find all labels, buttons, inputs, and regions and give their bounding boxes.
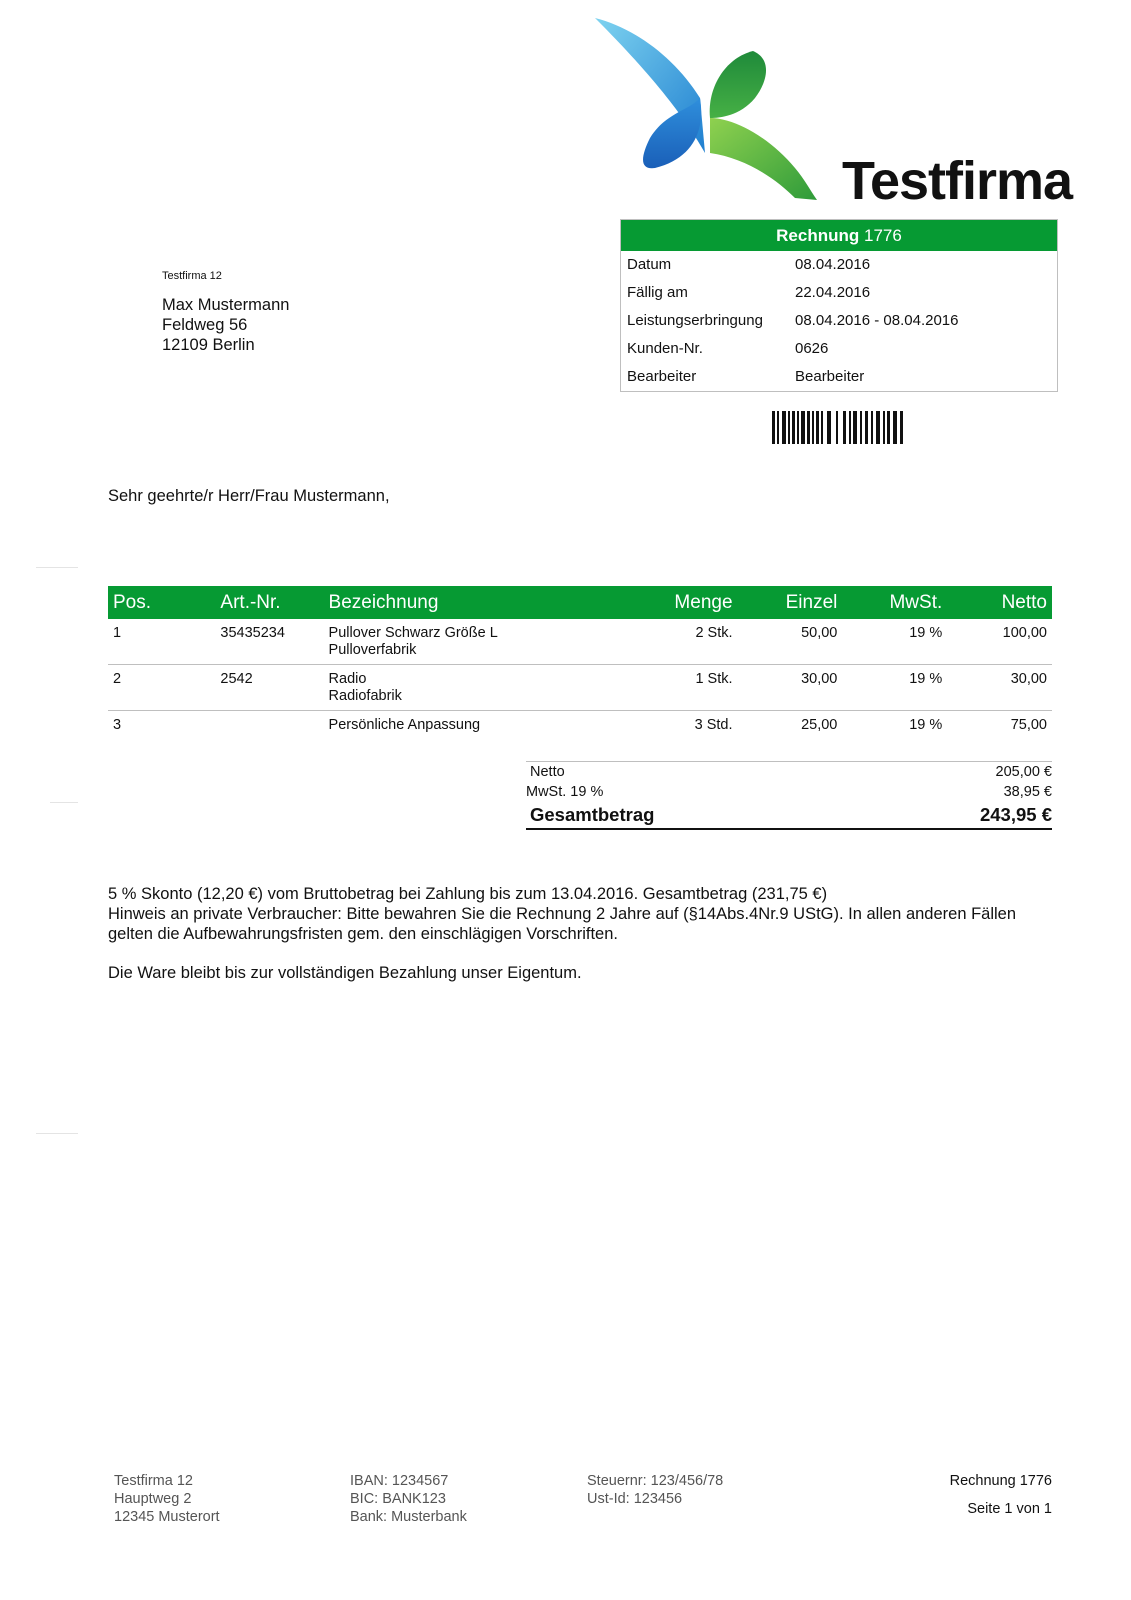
footer-tax-number: Steuernr: 123/456/78 <box>587 1473 724 1489</box>
table-row <box>108 711 1052 740</box>
items-table <box>108 586 1052 739</box>
cell-pos: 2 <box>108 665 215 711</box>
col-header-bezeichnung: Bezeichnung <box>324 586 629 619</box>
table-row <box>108 619 1052 665</box>
footer-bank-name: Bank: Musterbank <box>350 1509 467 1525</box>
footer-invoice-ref <box>950 1472 1052 1518</box>
invoice-info-row <box>621 307 1057 335</box>
item-manufacturer: Radiofabrik <box>328 688 402 704</box>
invoice-number: 1776 <box>864 226 902 245</box>
skonto-note: 5 % Skonto (12,20 €) vom Bruttobetrag bei Zahlung bis zum 13.04.2016. Gesamtbetrag (231,75 €) <box>108 885 828 903</box>
items-header-row <box>108 586 1052 619</box>
cell-bezeichnung <box>324 665 629 711</box>
storage-note: Hinweis an private Verbraucher: Bitte bewahren Sie die Rechnung 2 Jahre auf (§14Abs.4Nr.9 UStG). In allen anderen Fällen gelten die Aufbewahrungsfristen gem. den einschlägigen Vorschriften. <box>108 905 1017 943</box>
sender-return-line: Testfirma 12 <box>162 270 222 282</box>
info-label: Fällig am <box>627 284 688 301</box>
totals-netto-row <box>526 762 1052 782</box>
invoice-title-label: Rechnung <box>776 226 860 245</box>
footer-company-name: Testfirma 12 <box>114 1473 193 1489</box>
totals-grand-value: 243,95 € <box>979 804 1052 825</box>
totals-netto-value: 205,00 € <box>995 764 1052 780</box>
info-label: Bearbeiter <box>627 368 697 385</box>
cell-mwst: 19 % <box>842 619 947 665</box>
footer-company-city: 12345 Musterort <box>114 1509 220 1525</box>
footer-tax <box>587 1472 723 1508</box>
totals-grand-label: Gesamtbetrag <box>530 804 655 825</box>
cell-art: 2542 <box>215 665 323 711</box>
totals-grand-row <box>526 802 1052 830</box>
col-header-mwst: MwSt. <box>842 586 947 619</box>
footer-bank <box>350 1472 467 1526</box>
cell-art <box>215 711 323 740</box>
cell-bezeichnung <box>324 711 629 740</box>
footer-invoice-number: Rechnung 1776 <box>949 1473 1052 1489</box>
invoice-info-row <box>621 279 1057 307</box>
cell-einzel: 30,00 <box>738 665 843 711</box>
cell-mwst: 19 % <box>909 717 943 733</box>
recipient-name: Max Mustermann <box>162 296 290 314</box>
item-manufacturer: Pulloverfabrik <box>328 642 417 658</box>
col-header-art: Art.-Nr. <box>215 586 323 619</box>
totals-mwst-row <box>526 782 1052 802</box>
cell-netto: 75,00 <box>1010 717 1047 733</box>
recipient-city: 12109 Berlin <box>162 336 255 354</box>
cell-pos: 3 <box>113 717 122 733</box>
cell-einzel: 50,00 <box>738 619 843 665</box>
fold-mark <box>50 802 78 803</box>
fold-mark <box>36 1133 78 1134</box>
greeting: Sehr geehrte/r Herr/Frau Mustermann, <box>108 487 390 505</box>
footer-vat-id: Ust-Id: 123456 <box>587 1491 683 1507</box>
info-value: 22.04.2016 <box>795 284 871 301</box>
ownership-note: Die Ware bleibt bis zur vollständigen Bezahlung unser Eigentum. <box>108 964 582 982</box>
invoice-info-row <box>621 251 1057 279</box>
col-header-menge: Menge <box>629 586 738 619</box>
cell-menge: 2 Stk. <box>629 619 738 665</box>
cell-bezeichnung <box>324 619 629 665</box>
info-label: Leistungserbringung <box>627 312 763 329</box>
recipient-address <box>162 295 289 355</box>
col-header-einzel: Einzel <box>738 586 843 619</box>
footer-company <box>114 1472 220 1526</box>
footer-bic: BIC: BANK123 <box>350 1491 446 1507</box>
item-name: Pullover Schwarz Größe L <box>328 625 498 641</box>
payment-notes <box>108 884 1056 983</box>
invoice-info-row <box>621 335 1057 363</box>
col-header-pos: Pos. <box>108 586 215 619</box>
totals-netto-label: Netto <box>530 764 565 780</box>
col-header-netto: Netto <box>947 586 1052 619</box>
company-name: Testfirma <box>842 151 1073 211</box>
totals-block <box>526 761 1052 830</box>
invoice-info-row <box>621 363 1057 391</box>
info-value: 08.04.2016 <box>795 256 871 273</box>
invoice-info-box <box>620 219 1058 392</box>
barcode <box>772 411 908 444</box>
item-name: Radio <box>328 671 367 687</box>
cell-netto: 100,00 <box>947 619 1052 665</box>
cell-einzel: 25,00 <box>801 717 838 733</box>
cell-menge: 1 Stk. <box>629 665 738 711</box>
item-name: Persönliche Anpassung <box>328 717 481 733</box>
cell-netto: 30,00 <box>947 665 1052 711</box>
info-label: Kunden-Nr. <box>627 340 703 357</box>
cell-pos: 1 <box>108 619 215 665</box>
totals-mwst-value: 38,95 € <box>1003 784 1052 800</box>
info-value: 0626 <box>795 340 829 357</box>
info-value: Bearbeiter <box>795 368 865 385</box>
info-label: Datum <box>627 256 672 273</box>
footer-company-street: Hauptweg 2 <box>114 1491 192 1507</box>
footer-iban: IBAN: 1234567 <box>350 1473 449 1489</box>
cell-art: 35435234 <box>215 619 323 665</box>
table-row <box>108 665 1052 711</box>
info-value: 08.04.2016 - 08.04.2016 <box>795 312 959 329</box>
recipient-street: Feldweg 56 <box>162 316 248 334</box>
page-number: Seite 1 von 1 <box>967 1501 1052 1517</box>
invoice-title <box>621 220 1057 251</box>
cell-mwst: 19 % <box>842 665 947 711</box>
totals-mwst-label: MwSt. 19 % <box>526 784 604 800</box>
fold-mark <box>36 567 78 568</box>
cell-menge: 3 Std. <box>694 717 733 733</box>
